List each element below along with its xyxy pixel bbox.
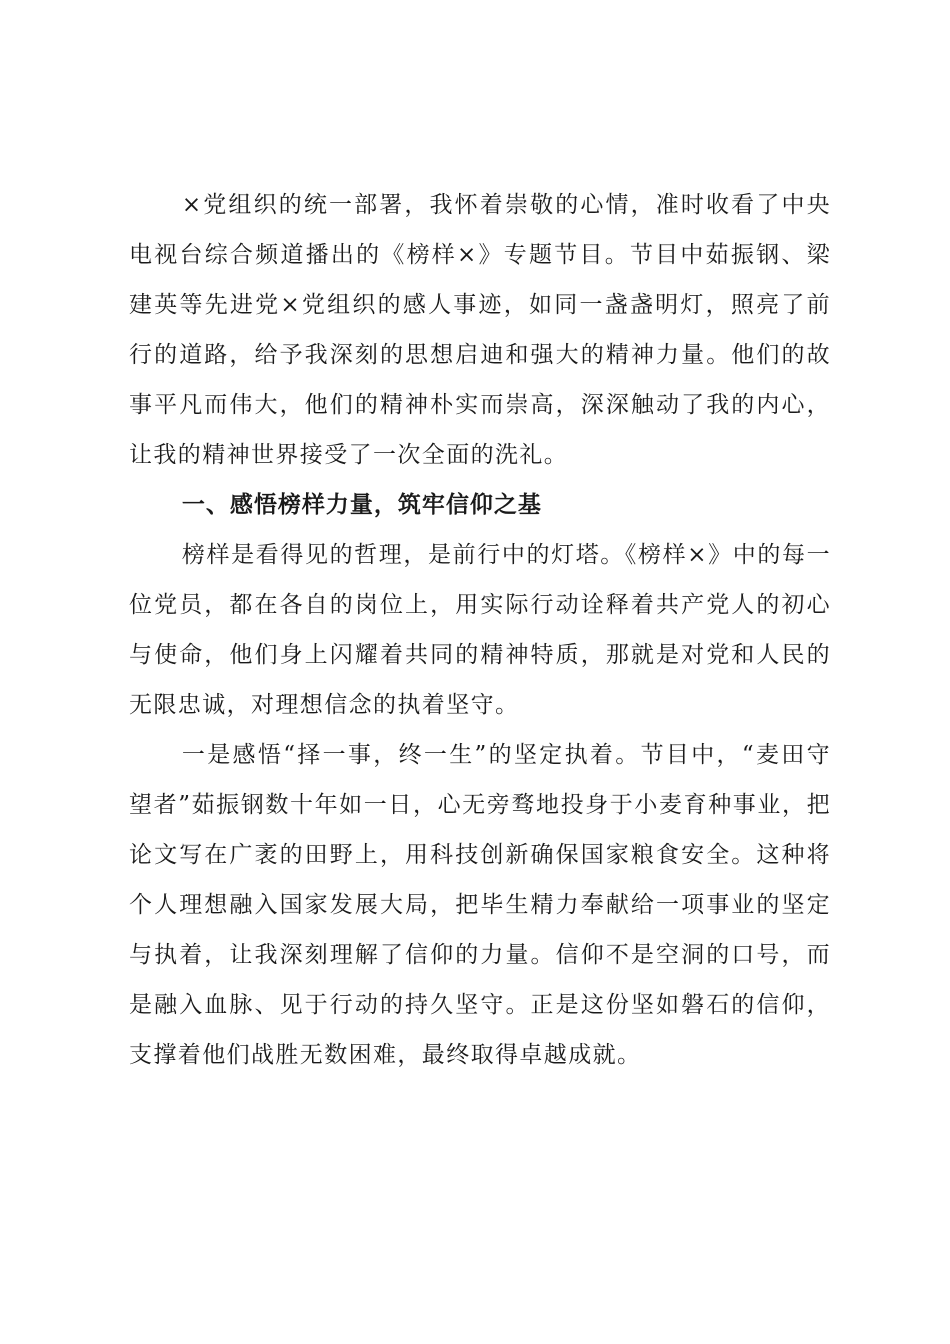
section-body-paragraph: 榜样是看得见的哲理，是前行中的灯塔。《榜样×》中的每一位党员，都在各自的岗位上，用实际行动诠释着共产党人的初心与使命，他们身上闪耀着共同的精神特质，那就是对党和人民的无限忠诚，对理想信念的执着坚守。: [129, 542, 831, 718]
section-point-paragraph: 一是感悟“择一事，终一生”的坚定执着。节目中，“麦田守望者”茹振钢数十年如一日，心无旁骛地投身于小麦育种事业，把论文写在广袤的田野上，用科技创新确保国家粮食安全。这种将个人理想融入国家发展大局，把毕生精力奉献给一项事业的坚定与执着，让我深刻理解了信仰的力量。信仰不是空洞的口号，而是融入血脉、见于行动的持久坚守。正是这份坚如磐石的信仰，支撑着他们战胜无数困难，最终取得卓越成就。: [129, 742, 831, 1068]
document-body: [129, 180, 831, 1080]
intro-paragraph: ×党组织的统一部署，我怀着崇敬的心情，准时收看了中央电视台综合频道播出的《榜样×》专题节目。节目中茹振钢、梁建英等先进党×党组织的感人事迹，如同一盏盏明灯，照亮了前行的道路，给予我深刻的思想启迪和强大的精神力量。他们的故事平凡而伟大，他们的精神朴实而崇高，深深触动了我的内心，让我的精神世界接受了一次全面的洗礼。: [129, 192, 831, 468]
section-heading: 一、感悟榜样力量，筑牢信仰之基: [181, 492, 542, 518]
